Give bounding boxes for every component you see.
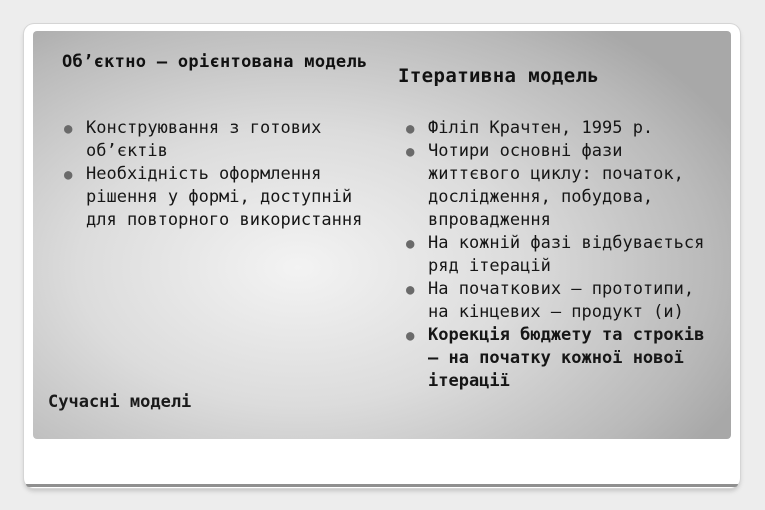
list-item [402, 278, 722, 324]
bullet-icon: ● [406, 282, 415, 298]
bullet-icon: ● [406, 144, 415, 160]
left-bullet-list [60, 117, 380, 232]
bullet-text: Конструювання з готових об’єктів [86, 118, 322, 161]
list-item [60, 117, 380, 163]
list-item [402, 324, 722, 393]
bullet-text: Філіп Крачтен, 1995 р. [428, 118, 654, 138]
left-column-title: Об’єктно – орієнтована модель [62, 52, 368, 72]
slide-bottom-border [26, 484, 738, 487]
right-column-title: Ітеративна модель [398, 65, 600, 87]
bullet-icon: ● [64, 167, 73, 183]
bullet-icon: ● [406, 328, 415, 344]
bullet-text: Корекція бюджету та строків – на початку кожної нової ітерації [428, 325, 705, 391]
list-item [402, 232, 722, 278]
bullet-text: Необхідність оформлення рішення у формі, доступній для повторного використання [86, 164, 363, 230]
bullet-text: На початкових – прототипи, на кінцевих – продукт (и) [428, 279, 695, 322]
right-bullet-list [402, 117, 722, 393]
list-item [60, 163, 380, 232]
slide-section-title: Сучасні моделі [48, 392, 192, 412]
list-item [402, 117, 722, 140]
bullet-icon: ● [406, 236, 415, 252]
bullet-text: Чотири основні фази життєвого циклу: початок, дослідження, побудова, впровадження [428, 141, 684, 230]
bullet-icon: ● [406, 121, 415, 137]
bullet-icon: ● [64, 121, 73, 137]
list-item [402, 140, 722, 232]
bullet-text: На кожній фазі відбувається ряд ітерацій [428, 233, 705, 276]
